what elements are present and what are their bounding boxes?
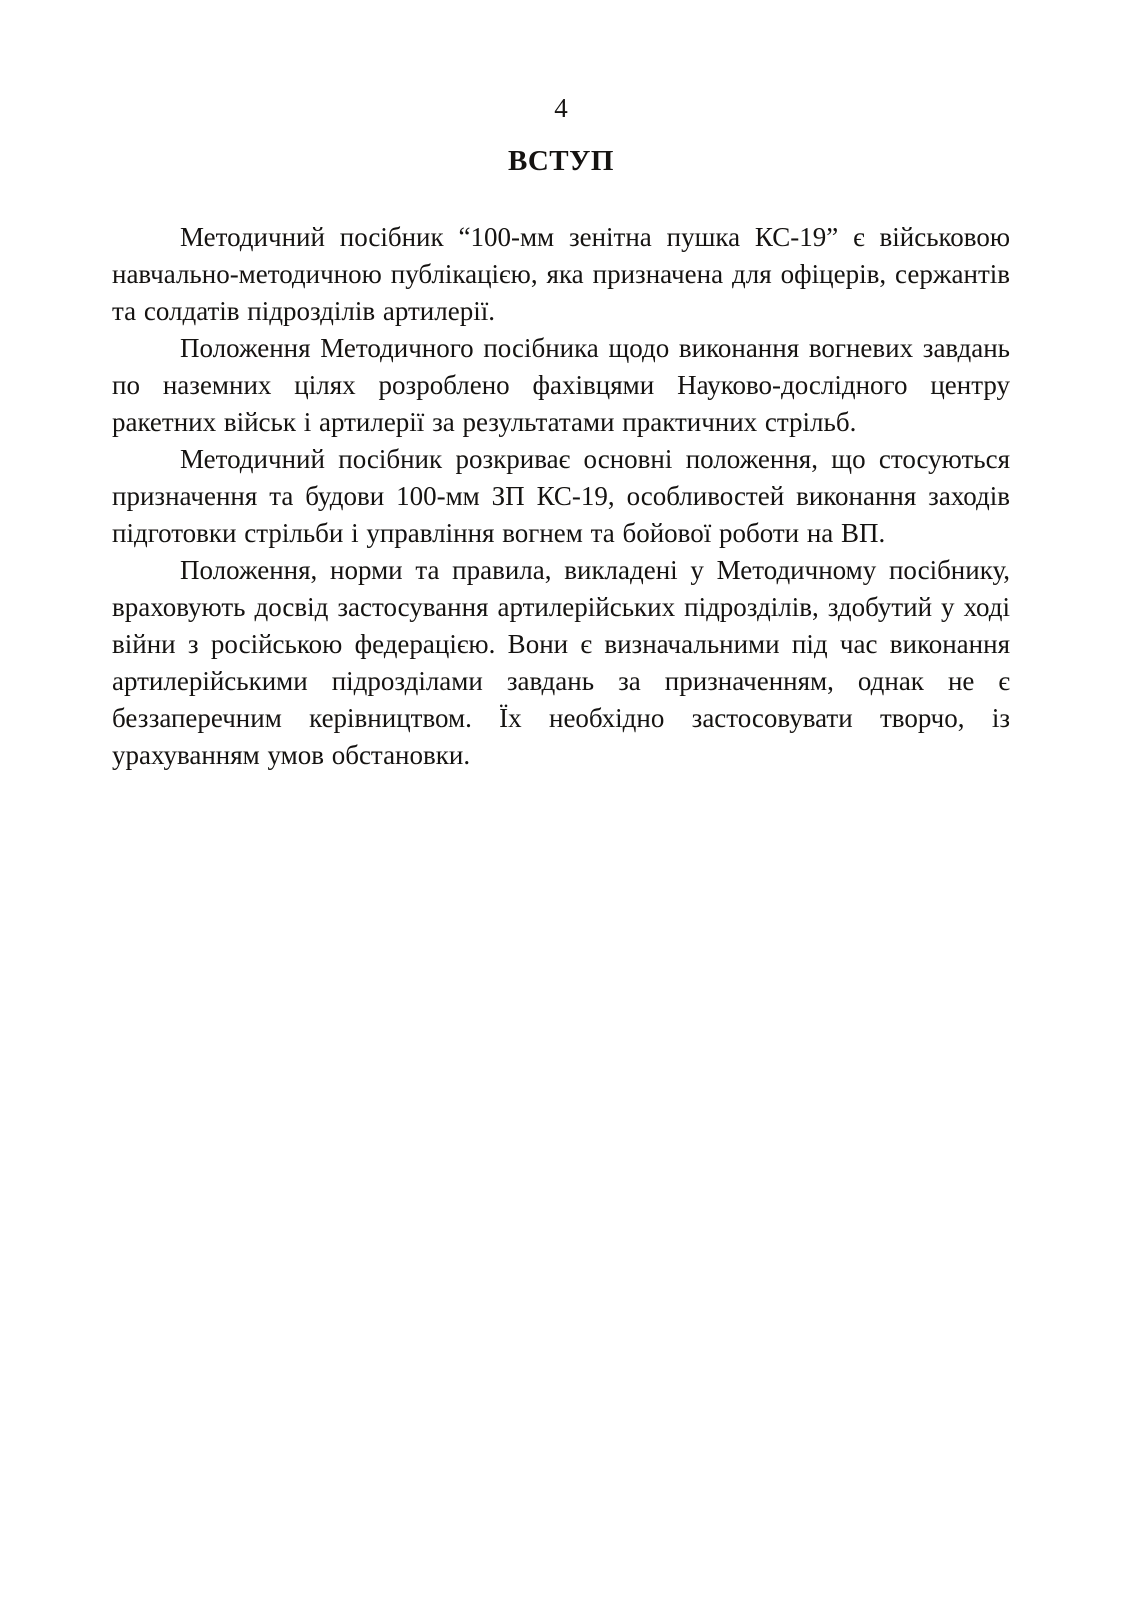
page-number: 4: [554, 93, 568, 123]
body-text: [112, 219, 1010, 774]
paragraph-norms-rules: Положення, норми та правила, викладені у Методичному посібнику, враховують досвід застосування артилерійських підрозділів, здобутий у ході війни з російською федерацією. Вони є визначальними під час виконання артилерійськими підрозділами завдань за призначенням, однак не є беззаперечним керівництвом. Їх необхідно застосовувати творчо, із урахуванням умов обстановки.: [112, 555, 1010, 770]
paragraph-provisions-developed: Положення Методичного посібника щодо виконання вогневих завдань по наземних цілях розроблено фахівцями Науково-дослідного центру ракетних військ і артилерії за результатами практичних стрільб.: [112, 333, 1010, 437]
page-title: ВСТУП: [508, 145, 614, 177]
paragraph-intro-manual: Методичний посібник “100-мм зенітна пушка КС-19” є військовою навчально-методичною публікацією, яка призначена для офіцерів, сержантів та солдатів підрозділів артилерії.: [112, 222, 1010, 326]
paragraph-manual-covers: Методичний посібник розкриває основні положення, що стосуються призначення та будови 100-мм ЗП КС-19, особливостей виконання заходів підготовки стрільби і управління вогнем та бойової роботи на ВП.: [112, 444, 1010, 548]
